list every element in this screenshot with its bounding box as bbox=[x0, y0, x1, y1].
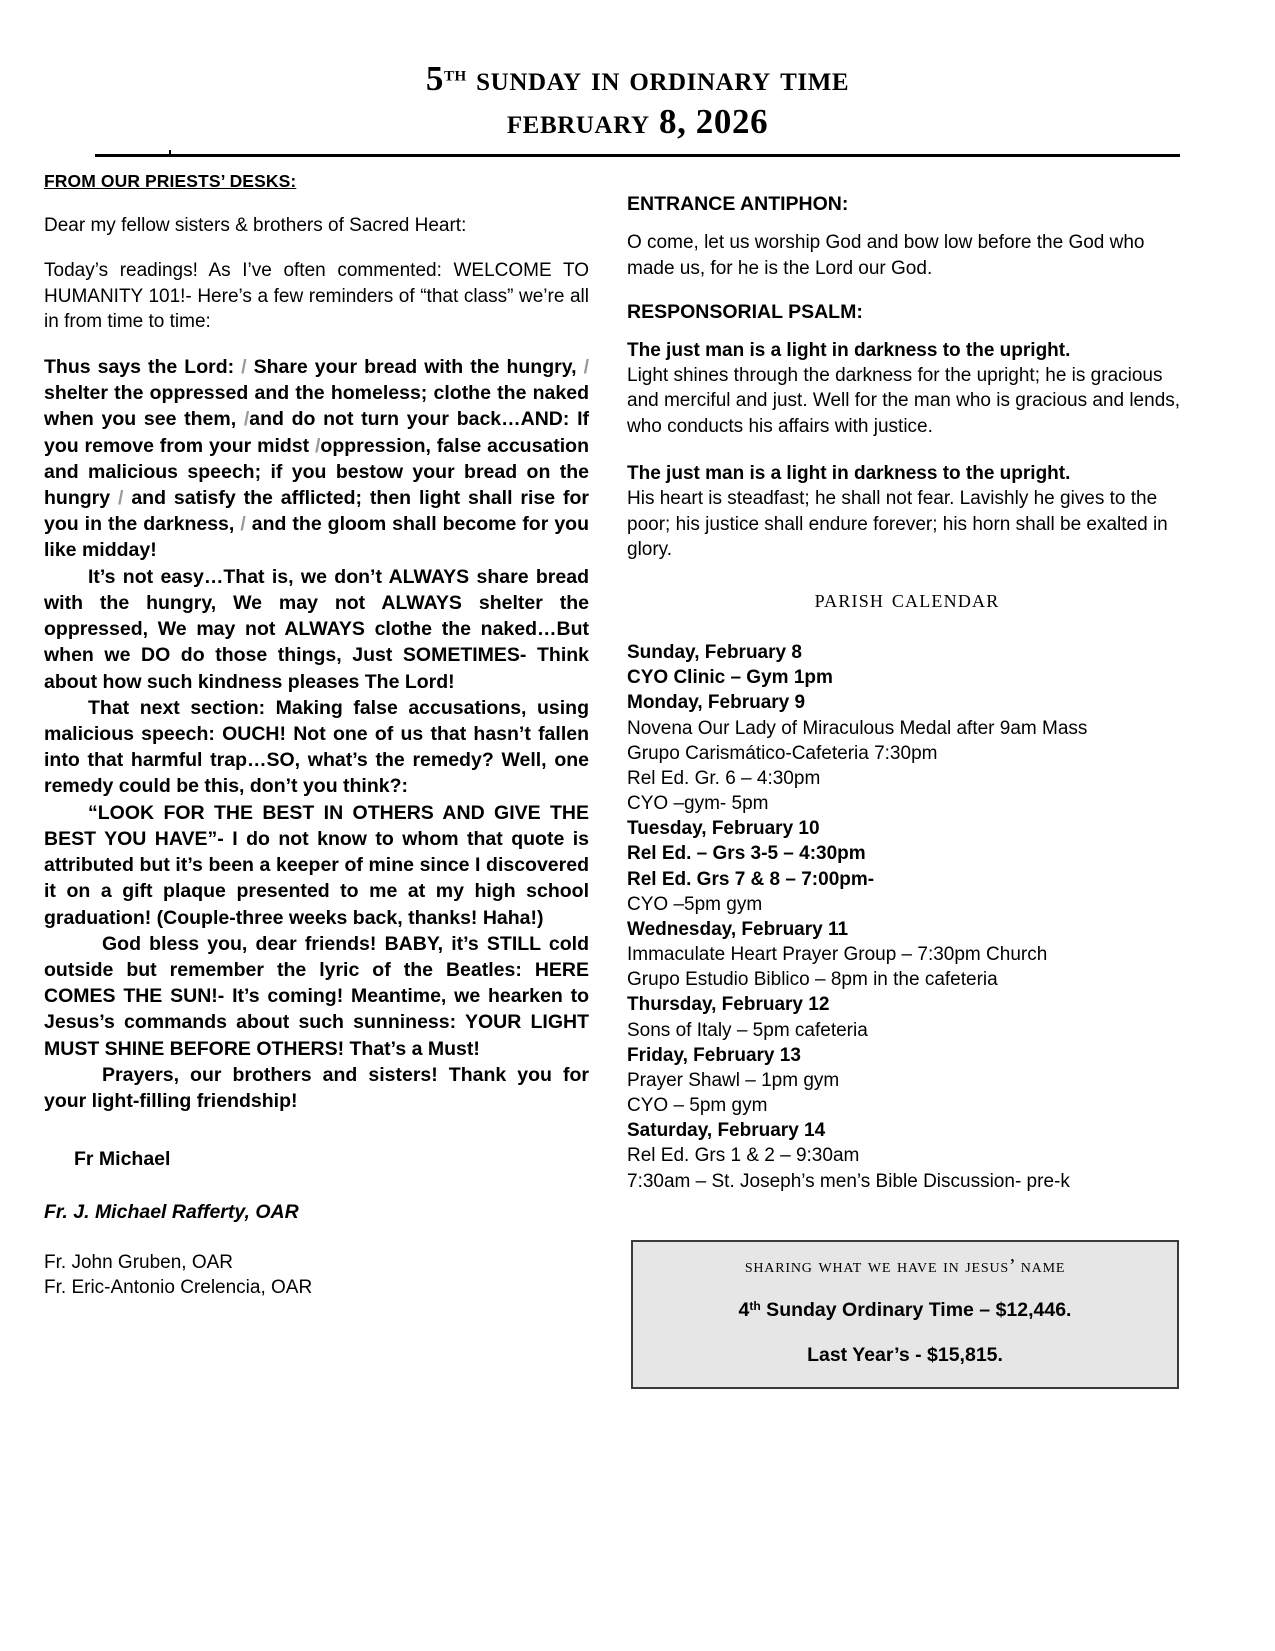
psalm-stanza-1 bbox=[627, 338, 1187, 439]
title-number: 5 bbox=[425, 59, 444, 98]
letter-para-next-section bbox=[44, 695, 589, 800]
letter-para-not-easy-text: It’s not easy…That is, we don’t ALWAYS share bread with the hungry, We may not ALWAYS shelter the oppressed, We may not ALWAYS clothe the naked…But when we DO do those things, Just SOMETIMES- Think about how such kindness pleases The Lord! bbox=[44, 565, 589, 693]
scripture-seg-3: shelter the oppressed and the homeless; clothe the naked when you see them, bbox=[44, 382, 589, 431]
priests-desk-heading: FROM OUR PRIESTS’ DESKS: bbox=[44, 171, 297, 192]
calendar-line: Novena Our Lady of Miraculous Medal after 9am Mass bbox=[627, 717, 1088, 739]
scripture-slash-1: / bbox=[241, 355, 247, 378]
title-ordinal: th bbox=[443, 61, 467, 86]
letter-para-quote-text: “LOOK FOR THE BEST IN OTHERS AND GIVE THE BEST YOU HAVE”- I do not know to whom that quote is attributed but it’s been a keeper of mine since I discovered it on a gift plaque presented to me at my high school graduation! (Couple-three weeks back, thanks! Haha!) bbox=[44, 801, 589, 929]
offering-current-label: Sunday Ordinary Time – $12,446. bbox=[760, 1299, 1072, 1322]
calendar-line: Sons of Italy – 5pm cafeteria bbox=[627, 1019, 868, 1041]
masthead bbox=[0, 0, 1275, 143]
signature-short: Fr Michael bbox=[74, 1148, 171, 1171]
body-columns bbox=[0, 171, 1275, 1389]
entrance-antiphon-heading: ENTRANCE ANTIPHON: bbox=[627, 193, 849, 216]
parish-calendar-title: parish calendar bbox=[814, 584, 1000, 614]
calendar-line: 7:30am – St. Joseph’s men’s Bible Discussion- pre-k bbox=[627, 1170, 1070, 1192]
calendar-line: Rel Ed. Grs 7 & 8 – 7:00pm- bbox=[627, 868, 875, 890]
letter-greeting: Dear my fellow sisters & brothers of Sacred Heart: bbox=[44, 215, 467, 237]
page-title bbox=[0, 58, 1275, 101]
entrance-antiphon-text: O come, let us worship God and bow low before the God who made us, for he is the Lord our God. bbox=[627, 232, 1145, 279]
psalm-verse: Light shines through the darkness for the upright; he is gracious and merciful and just. Well for the man who is gracious and lends, who conducts his affairs with justice. bbox=[627, 365, 1181, 437]
header-divider bbox=[95, 150, 1180, 159]
priest-name: Fr. Eric-Antonio Crelencia, OAR bbox=[44, 1277, 313, 1299]
letter-para-god-bless-text: God bless you, dear friends! BABY, it’s STILL cold outside but remember the lyric of the Beatles: HERE COMES THE SUN!- It’s coming! Meantime, we hearken to Jesus’s commands about such sunniness: YOUR LIGHT MUST SHINE BEFORE OTHERS! That’s a Must! bbox=[44, 932, 589, 1060]
psalm-refrain: The just man is a light in darkness to the upright. bbox=[627, 462, 1071, 484]
offering-summary-box bbox=[631, 1240, 1179, 1390]
responsorial-psalm-heading: RESPONSORIAL PSALM: bbox=[627, 300, 863, 323]
calendar-line: Rel Ed. Gr. 6 – 4:30pm bbox=[627, 767, 821, 789]
scripture-slash-2: / bbox=[583, 355, 589, 378]
calendar-line: CYO Clinic – Gym 1pm bbox=[627, 667, 833, 689]
letter-para-prayers bbox=[44, 1062, 589, 1114]
offering-ordinal-suffix: th bbox=[749, 1299, 761, 1314]
right-column bbox=[627, 171, 1187, 1389]
offering-current-week bbox=[647, 1299, 1163, 1322]
letter-para-quote bbox=[44, 800, 589, 931]
scripture-seg-4: and do not turn your back…AND: If you remove from your midst bbox=[44, 408, 589, 457]
calendar-line: Rel Ed. Grs 1 & 2 – 9:30am bbox=[627, 1145, 860, 1167]
calendar-line: Grupo Carismático-Cafeteria 7:30pm bbox=[627, 742, 938, 764]
priest-name: Fr. John Gruben, OAR bbox=[44, 1252, 234, 1274]
scripture-quote bbox=[44, 354, 589, 564]
letter-para-god-bless bbox=[44, 931, 589, 1062]
page-date: february 8, 2026 bbox=[506, 101, 769, 141]
calendar-line: Thursday, February 12 bbox=[627, 994, 830, 1016]
calendar-line: Saturday, February 14 bbox=[627, 1120, 826, 1142]
calendar-line: Grupo Estudio Biblico – 8pm in the cafeteria bbox=[627, 969, 998, 991]
other-priests-list bbox=[44, 1250, 589, 1300]
letter-intro: Today’s readings! As I’ve often commented: WELCOME TO HUMANITY 101!- Here’s a few reminders of “that class” we’re all in from time to time: bbox=[44, 260, 589, 333]
psalm-verse: His heart is steadfast; he shall not fear. Lavishly he gives to the poor; his justice shall endure forever; his horn shall be exalted in glory. bbox=[627, 488, 1168, 560]
offering-box-title: sharing what we have in jesus’ name bbox=[744, 1254, 1066, 1277]
left-column bbox=[44, 171, 589, 1300]
calendar-line: Wednesday, February 11 bbox=[627, 918, 849, 940]
scripture-seg-5: oppression, false accusation and malicious speech; if you bestow your bread on the hungry bbox=[44, 434, 589, 510]
calendar-line: Friday, February 13 bbox=[627, 1044, 801, 1066]
offering-ordinal-number: 4 bbox=[738, 1299, 750, 1322]
divider-rule bbox=[95, 154, 1180, 157]
scripture-seg-2: Share your bread with the hungry, bbox=[246, 355, 584, 378]
calendar-line: Tuesday, February 10 bbox=[627, 818, 820, 840]
signature-full-name: Fr. J. Michael Rafferty, OAR bbox=[44, 1201, 299, 1224]
letter-para-next-section-text: That next section: Making false accusations, using malicious speech: OUCH! Not one of us that hasn’t fallen into that harmful trap…SO, what’s the remedy? Well, one remedy could be this, don’t you think?: bbox=[44, 696, 589, 798]
title-rest: sunday in ordinary time bbox=[466, 59, 850, 98]
letter-para-not-easy bbox=[44, 564, 589, 695]
psalm-stanza-2 bbox=[627, 461, 1187, 562]
calendar-line: Prayer Shawl – 1pm gym bbox=[627, 1069, 840, 1091]
calendar-line: Sunday, February 8 bbox=[627, 642, 802, 664]
scripture-seg-1: Thus says the Lord: bbox=[44, 355, 242, 378]
parish-calendar-list bbox=[627, 640, 1187, 1194]
calendar-line: Monday, February 9 bbox=[627, 692, 806, 714]
scripture-slash-4: / bbox=[315, 434, 321, 457]
offering-last-year: Last Year’s - $15,815. bbox=[807, 1344, 1003, 1367]
calendar-line: CYO –gym- 5pm bbox=[627, 793, 769, 815]
calendar-line: Immaculate Heart Prayer Group – 7:30pm Church bbox=[627, 944, 1048, 966]
scripture-seg-7: and the gloom shall become for you like midday! bbox=[44, 513, 589, 562]
letter-para-prayers-text: Prayers, our brothers and sisters! Thank you for your light-filling friendship! bbox=[44, 1063, 589, 1113]
calendar-line: Rel Ed. – Grs 3-5 – 4:30pm bbox=[627, 843, 866, 865]
psalm-refrain: The just man is a light in darkness to the upright. bbox=[627, 339, 1071, 361]
calendar-line: CYO – 5pm gym bbox=[627, 1095, 768, 1117]
scripture-slash-5: / bbox=[118, 487, 124, 510]
calendar-line: CYO –5pm gym bbox=[627, 893, 763, 915]
scripture-slash-6: / bbox=[240, 513, 246, 536]
scripture-slash-3: / bbox=[243, 408, 250, 431]
scripture-seg-6: and satisfy the afflicted; then light shall rise for you in the darkness, bbox=[44, 487, 589, 536]
